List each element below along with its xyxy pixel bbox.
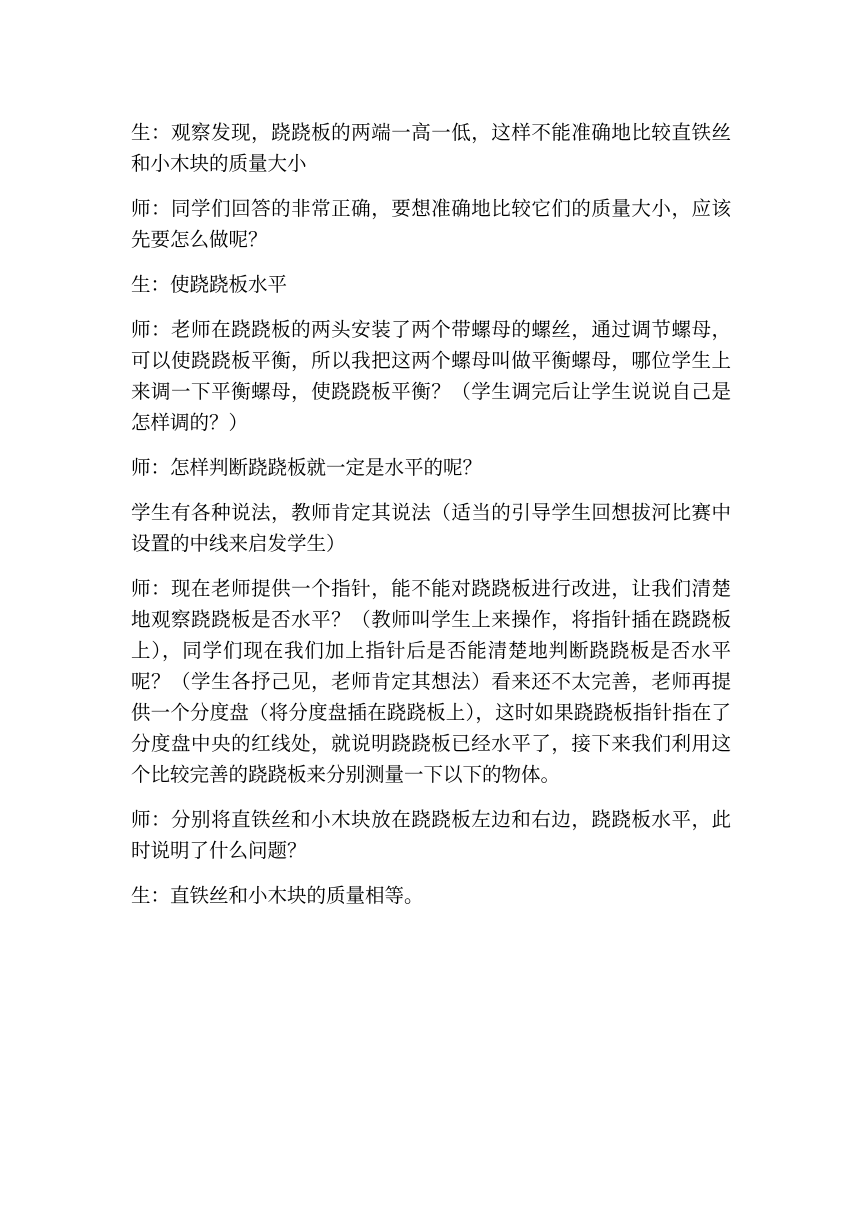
paragraph: 学生有各种说法，教师肯定其说法（适当的引导学生回想拔河比赛中设置的中线来启发学生） <box>131 501 731 555</box>
paragraph: 师：怎样判断跷跷板就一定是水平的呢？ <box>131 456 483 479</box>
paragraph: 师：现在老师提供一个指针，能不能对跷跷板进行改进，让我们清楚地观察跷跷板是否水平？（教师叫学生上来操作，将指针插在跷跷板上），同学们现在我们加上指针后是否能清楚地判断跷跷板是否水平呢？（学生各抒己见，老师肯定其想法）看来还不太完善，老师再提供一个分度盘（将分度盘插在跷跷板上），这时如果跷跷板指针指在了分度盘中央的红线处，就说明跷跷板已经水平了，接下来我们利用这个比较完善的跷跷板来分别测量一下以下的物体。 <box>131 577 731 786</box>
paragraph: 师：同学们回答的非常正确，要想准确地比较它们的质量大小，应该先要怎么做呢？ <box>131 197 731 251</box>
paragraph: 生：使跷跷板水平 <box>131 273 288 296</box>
paragraph: 师：分别将直铁丝和小木块放在跷跷板左边和右边，跷跷板水平，此时说明了什么问题？ <box>131 808 731 862</box>
paragraph: 生：观察发现，跷跷板的两端一高一低，这样不能准确地比较直铁丝和小木块的质量大小 <box>131 121 731 175</box>
paragraph: 师：老师在跷跷板的两头安装了两个带螺母的螺丝，通过调节螺母，可以使跷跷板平衡，所以我把这两个螺母叫做平衡螺母，哪位学生上来调一下平衡螺母，使跷跷板平衡？（学生调完后让学生说说自己是怎样调的？） <box>131 318 731 434</box>
paragraph: 生：直铁丝和小木块的质量相等。 <box>131 884 424 907</box>
document-body <box>131 117 731 925</box>
